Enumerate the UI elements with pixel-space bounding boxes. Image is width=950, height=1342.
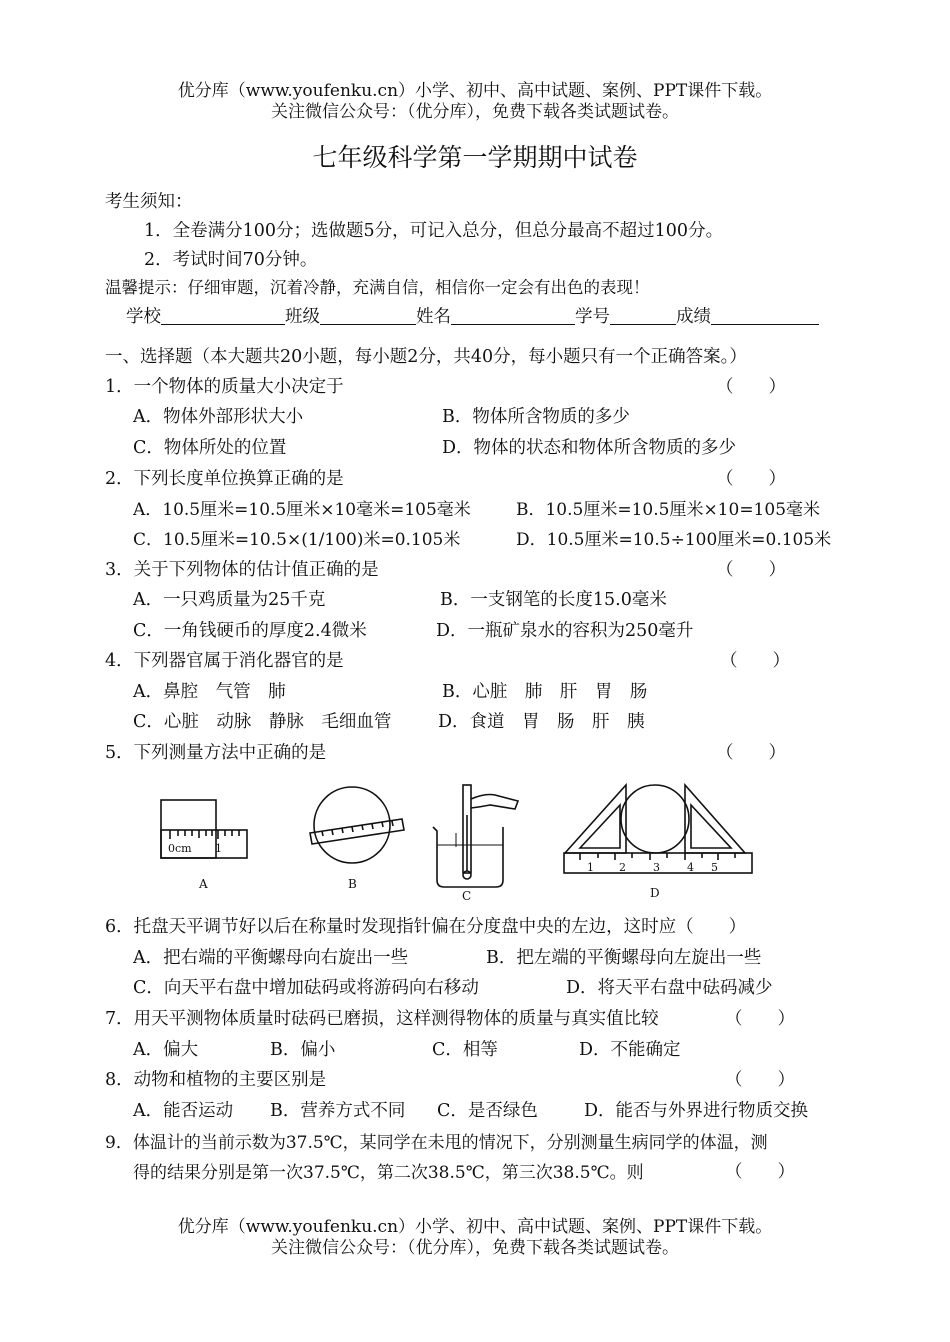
notice-heading: 考生须知： [105, 192, 193, 212]
name-label: 姓名 [416, 307, 451, 327]
q8-stem: 8．动物和植物的主要区别是 [105, 1070, 327, 1090]
q6-option-a[interactable]: A．把右端的平衡螺母向右旋出一些 [133, 948, 409, 968]
page-title: 七年级科学第一学期期中试卷 [312, 143, 638, 172]
figure-a-tick-0: 0cm [168, 842, 192, 855]
q2-answer-blank[interactable]: （ ） [716, 469, 786, 489]
q8-option-b[interactable]: B．营养方式不同 [270, 1101, 406, 1121]
q3-option-c[interactable]: C．一角钱硬币的厚度2.4微米 [133, 621, 367, 641]
q4-option-a[interactable]: A．鼻腔 气管 肺 [133, 682, 286, 702]
score-input[interactable] [711, 306, 819, 325]
figure-d-tick-3: 3 [653, 861, 660, 874]
q7-option-a[interactable]: A．偏大 [133, 1040, 199, 1060]
q4-option-d[interactable]: D．食道 胃 肠 肝 胰 [438, 712, 645, 732]
q4-option-c[interactable]: C．心脏 动脉 静脉 毛细血管 [133, 712, 392, 732]
class-input[interactable] [320, 306, 416, 325]
header-line-2: 关注微信公众号：（优分库），免费下载各类试题试卷。 [271, 102, 679, 122]
q9-answer-blank[interactable]: （ ） [725, 1162, 795, 1182]
school-input[interactable] [161, 306, 285, 325]
section-heading: 一、选择题（本大题共20小题，每小题2分，共40分，每小题只有一个正确答案。） [105, 347, 747, 367]
q5-answer-blank[interactable]: （ ） [716, 743, 786, 763]
figure-label-d: D [650, 886, 660, 900]
figure-b-ball-ruler [310, 787, 404, 863]
q9-stem-line-1: 9．体温计的当前示数为37.5℃，某同学在未甩的情况下，分别测量生病同学的体温，测 [105, 1133, 768, 1153]
q7-option-d[interactable]: D．不能确定 [579, 1040, 681, 1060]
q7-option-c[interactable]: C．相等 [432, 1040, 498, 1060]
class-label: 班级 [285, 307, 320, 327]
q2-option-c[interactable]: C．10.5厘米=10.5×(1/100)米=0.105米 [133, 530, 461, 550]
number-input[interactable] [610, 306, 676, 325]
q8-option-a[interactable]: A．能否运动 [133, 1101, 234, 1121]
q2-option-d[interactable]: D．10.5厘米=10.5÷100厘米=0.105米 [516, 530, 832, 550]
number-label: 学号 [575, 307, 610, 327]
figure-label-a: A [199, 877, 208, 891]
figure-label-b: B [348, 877, 357, 891]
notice-tip: 温馨提示：仔细审题，沉着冷静，充满自信，相信你一定会有出色的表现！ [105, 278, 650, 297]
q6-option-d[interactable]: D．将天平右盘中砝码减少 [566, 978, 773, 998]
q3-answer-blank[interactable]: （ ） [716, 560, 786, 580]
q4-option-b[interactable]: B．心脏 肺 肝 胃 肠 [442, 682, 648, 702]
q3-option-d[interactable]: D．一瓶矿泉水的容积为250毫升 [436, 621, 694, 641]
notice-item-1: 1．全卷满分100分；选做题5分，可记入总分，但总分最高不超过100分。 [144, 221, 724, 241]
figure-d-tick-5: 5 [711, 861, 718, 874]
q7-answer-blank[interactable]: （ ） [725, 1009, 795, 1029]
q7-option-b[interactable]: B．偏小 [270, 1040, 336, 1060]
q1-option-d[interactable]: D．物体的状态和物体所含物质的多少 [442, 438, 737, 458]
figure-d-tick-2: 2 [619, 861, 626, 874]
q5-stem: 5．下列测量方法中正确的是 [105, 743, 327, 763]
q2-stem: 2．下列长度单位换算正确的是 [105, 469, 344, 489]
q3-stem: 3．关于下列物体的估计值正确的是 [105, 560, 379, 580]
figure-c-thermometer-beaker [433, 785, 518, 887]
q2-option-b[interactable]: B．10.5厘米=10.5厘米×10=105毫米 [516, 500, 821, 520]
name-input[interactable] [451, 306, 575, 325]
figure-label-c: C [462, 889, 472, 903]
q1-stem: 1．一个物体的质量大小决定于 [105, 377, 344, 397]
figure-a-tick-1: 1 [215, 842, 222, 855]
header-line-1: 优分库（www.youfenku.cn）小学、初中、高中试题、案例、PPT课件下载。 [177, 81, 773, 101]
footer-line-1: 优分库（www.youfenku.cn）小学、初中、高中试题、案例、PPT课件下载。 [177, 1217, 773, 1237]
q9-stem-line-2: 得的结果分别是第一次37.5℃，第二次38.5℃，第三次38.5℃。则 [133, 1163, 644, 1183]
q1-answer-blank[interactable]: （ ） [716, 377, 786, 397]
footer-line-2: 关注微信公众号：（优分库），免费下载各类试题试卷。 [271, 1238, 679, 1258]
q6-option-b[interactable]: B．把左端的平衡螺母向左旋出一些 [486, 948, 762, 968]
q5-figure [150, 775, 780, 903]
q1-option-a[interactable]: A．物体外部形状大小 [133, 407, 304, 427]
q3-option-b[interactable]: B．一支钢笔的长度15.0毫米 [440, 590, 667, 610]
info-fields [126, 303, 819, 328]
q6-option-c[interactable]: C．向天平右盘中增加砝码或将游码向右移动 [133, 978, 479, 998]
q1-option-c[interactable]: C．物体所处的位置 [133, 438, 287, 458]
score-label: 成绩 [676, 307, 711, 327]
q4-answer-blank[interactable]: （ ） [720, 651, 790, 671]
figure-d-tick-4: 4 [687, 861, 694, 874]
q7-stem: 7．用天平测物体质量时砝码已磨损，这样测得物体的质量与真实值比较 [105, 1009, 659, 1029]
school-label: 学校 [126, 307, 161, 327]
notice-item-2: 2．考试时间70分钟。 [144, 250, 318, 270]
q8-option-d[interactable]: D．能否与外界进行物质交换 [584, 1101, 809, 1121]
figure-d-triangles-ball [564, 785, 752, 873]
q8-option-c[interactable]: C．是否绿色 [437, 1101, 538, 1121]
q6-stem: 6．托盘天平调节好以后在称量时发现指针偏在分度盘中央的左边，这时应（ ） [105, 917, 747, 937]
q2-option-a[interactable]: A．10.5厘米=10.5厘米×10毫米=105毫米 [133, 500, 471, 520]
q3-option-a[interactable]: A．一只鸡质量为25千克 [133, 590, 326, 610]
figure-d-tick-1: 1 [587, 861, 594, 874]
q1-option-b[interactable]: B．物体所含物质的多少 [442, 407, 630, 427]
q8-answer-blank[interactable]: （ ） [725, 1070, 795, 1090]
q4-stem: 4．下列器官属于消化器官的是 [105, 651, 344, 671]
